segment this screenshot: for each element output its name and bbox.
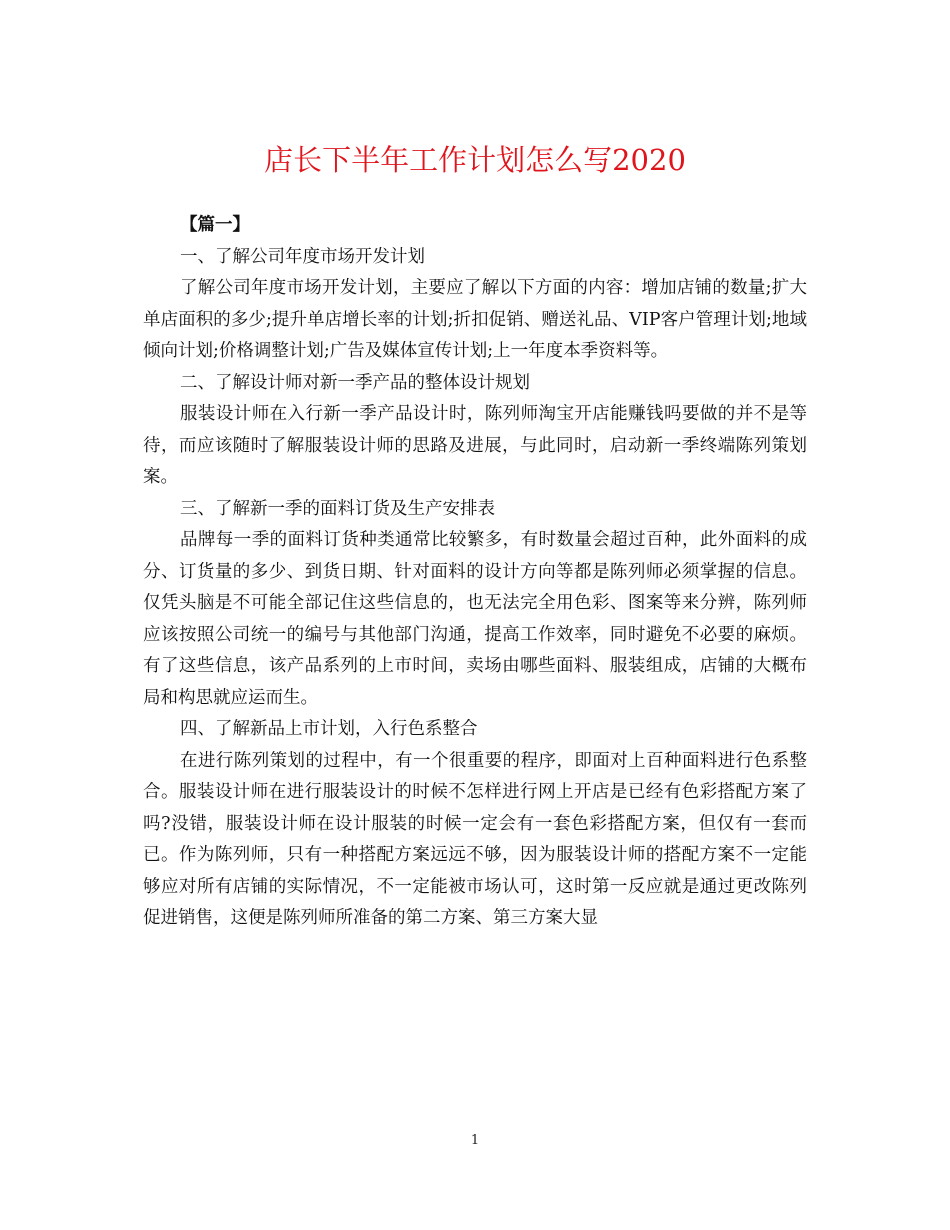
heading-2: 二、了解设计师对新一季产品的整体设计规划 (180, 372, 530, 393)
document-title: 店长下半年工作计划怎么写2020 (264, 143, 686, 177)
section-label: 【篇一】 (180, 215, 250, 235)
document-body (143, 210, 807, 935)
heading-3: 三、了解新一季的面料订货及生产安排表 (180, 498, 495, 519)
page-number: 1 (470, 1133, 480, 1148)
paragraph-3: 品牌每一季的面料订货种类通常比较繁多，有时数量会超过百种，此外面料的成分、订货量的多少、到货日期、针对面料的设计方向等都是陈列师必须掌握的信息。仅凭头脑是不可能全部记住这些信息的，也无法完全用色彩、图案等来分辨，陈列师应该按照公司统一的编号与其他部门沟通，提高工作效率，同时避免不必要的麻烦。有了这些信息，该产品系列的上市时间，卖场由哪些面料、服装组成，店铺的大概布局和构思就应运而生。 (143, 530, 807, 708)
paragraph-4: 在进行陈列策划的过程中，有一个很重要的程序，即面对上百种面料进行色系整合。服装设计师在进行服装设计的时候不怎样进行网上开店是已经有色彩搭配方案了吗?没错，服装设计师在设计服装的时候一定会有一套色彩搭配方案，但仅有一套而已。作为陈列师，只有一种搭配方案远远不够，因为服装设计师的搭配方案不一定能够应对所有店铺的实际情况，不一定能被市场认可，这时第一反应就是通过更改陈列促进销售，这便是陈列师所准备的第二方案、第三方案大显 (143, 750, 807, 928)
paragraph-1: 了解公司年度市场开发计划，主要应了解以下方面的内容：增加店铺的数量;扩大单店面积的多少;提升单店增长率的计划;折扣促销、赠送礼品、VIP客户管理计划;地域倾向计划;价格调整计划;广告及媒体宣传计划;上一年度本季资料等。 (143, 278, 807, 361)
heading-4: 四、了解新品上市计划，入行色系整合 (180, 719, 478, 739)
heading-1: 一、了解公司年度市场开发计划 (180, 246, 425, 267)
paragraph-2: 服装设计师在入行新一季产品设计时，陈列师淘宝开店能赚钱吗要做的并不是等待，而应该随时了解服装设计师的思路及进展，与此同时，启动新一季终端陈列策划案。 (143, 404, 807, 487)
